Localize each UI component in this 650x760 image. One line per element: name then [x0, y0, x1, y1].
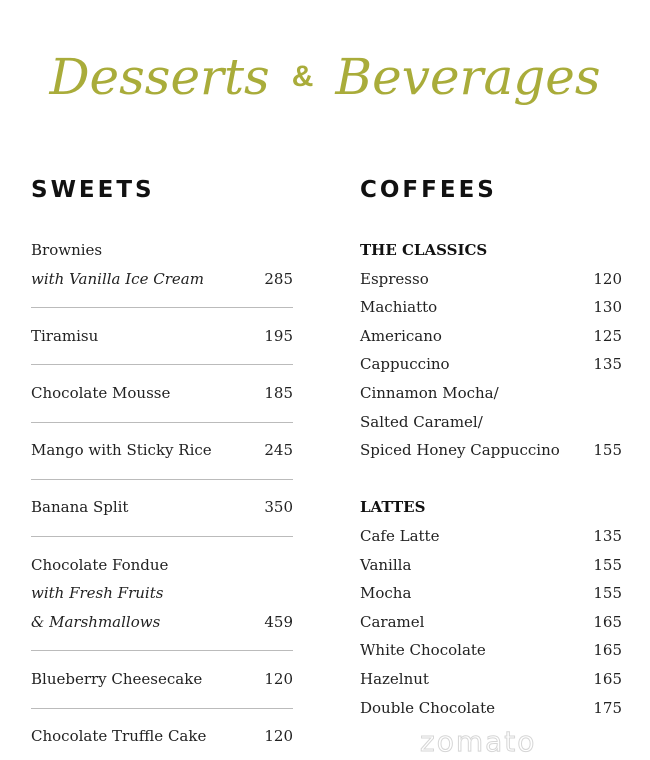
item-price: 120 [593, 269, 622, 288]
item-name: Blueberry Cheesecake [31, 669, 203, 688]
item-description: & Marshmallows [31, 612, 161, 631]
item-description: with Vanilla Ice Cream [31, 269, 204, 288]
menu-item [360, 265, 622, 294]
item-name: Double Chocolate [360, 698, 496, 717]
menu-item [360, 551, 622, 580]
item-name: Chocolate Mousse [31, 383, 171, 402]
item-price: 120 [264, 669, 293, 688]
item-price: 155 [593, 441, 622, 460]
item-price: 185 [264, 383, 293, 402]
coffees-heading: COFFEES [360, 177, 497, 203]
item-price: 285 [264, 269, 293, 288]
item-price: 135 [593, 355, 622, 374]
group-heading: LATTES [360, 498, 426, 517]
item-price: 155 [593, 584, 622, 603]
item-name: Caramel [360, 612, 425, 631]
divider [31, 293, 293, 322]
item-name: Cafe Latte [360, 526, 440, 545]
menu-item [360, 379, 622, 408]
item-name: Chocolate Fondue [31, 555, 169, 574]
watermark: zomato [420, 725, 537, 758]
item-name: Brownies [31, 241, 103, 259]
item-name: Spiced Honey Cappuccino [360, 441, 560, 460]
item-name: Espresso [360, 269, 429, 288]
menu-item [360, 322, 622, 351]
item-name: White Chocolate [360, 641, 486, 660]
item-row [31, 722, 293, 751]
item-price: 165 [593, 612, 622, 631]
spacer [360, 465, 622, 494]
item-name: Mango with Sticky Rice [31, 441, 212, 460]
menu-item [31, 551, 293, 637]
item-name: Cappuccino [360, 355, 450, 374]
title-desserts: Desserts [49, 48, 270, 106]
item-name: Cinnamon Mocha/ [360, 383, 499, 402]
item-row [31, 493, 293, 522]
item-price: 120 [264, 727, 293, 746]
divider [31, 350, 293, 379]
title-ampersand: & [291, 60, 314, 93]
menu-item [360, 665, 622, 694]
item-row [31, 436, 293, 465]
item-row [31, 579, 293, 608]
item-description: with Fresh Fruits [31, 584, 164, 603]
item-price: 155 [593, 555, 622, 574]
menu-item [360, 608, 622, 637]
item-name: Mocha [360, 584, 412, 603]
item-price: 165 [593, 669, 622, 688]
item-price: 459 [264, 612, 293, 631]
menu-item [360, 522, 622, 551]
menu-item [31, 493, 293, 522]
item-name: Banana Split [31, 498, 129, 517]
menu-item [360, 350, 622, 379]
menu-title [0, 22, 650, 132]
item-name: Salted Caramel/ [360, 412, 483, 431]
sweets-heading: SWEETS [31, 177, 155, 203]
item-price: 130 [593, 298, 622, 317]
divider [31, 465, 293, 494]
divider [31, 522, 293, 551]
item-row [31, 551, 293, 580]
menu-item [360, 436, 622, 465]
sweets-section [31, 172, 293, 751]
item-row [31, 379, 293, 408]
item-row [31, 236, 293, 265]
item-price: 175 [593, 698, 622, 717]
menu-item [31, 379, 293, 408]
menu-item [31, 722, 293, 751]
item-name: Americano [360, 326, 442, 345]
item-name: Tiramisu [31, 326, 99, 345]
menu-item [360, 579, 622, 608]
item-price: 165 [593, 641, 622, 660]
item-name: Machiatto [360, 298, 438, 317]
item-price: 135 [593, 526, 622, 545]
divider [31, 694, 293, 723]
coffees-section [360, 172, 622, 722]
menu-item [31, 322, 293, 351]
menu-item [360, 636, 622, 665]
item-name: Hazelnut [360, 669, 429, 688]
item-price: 125 [593, 326, 622, 345]
menu-item [360, 694, 622, 723]
item-name: Vanilla [360, 555, 412, 574]
menu-item [360, 408, 622, 437]
menu-item [31, 436, 293, 465]
menu-item [31, 236, 293, 293]
group-heading: THE CLASSICS [360, 241, 488, 259]
menu-item [31, 665, 293, 694]
divider [31, 408, 293, 437]
item-row [31, 265, 293, 294]
title-beverages: Beverages [335, 48, 601, 106]
item-row [31, 322, 293, 351]
item-row [31, 608, 293, 637]
item-price: 195 [264, 326, 293, 345]
item-price: 245 [264, 441, 293, 460]
divider [31, 636, 293, 665]
item-row [31, 665, 293, 694]
item-price: 350 [264, 498, 293, 517]
item-name: Chocolate Truffle Cake [31, 727, 207, 746]
menu-item [360, 293, 622, 322]
